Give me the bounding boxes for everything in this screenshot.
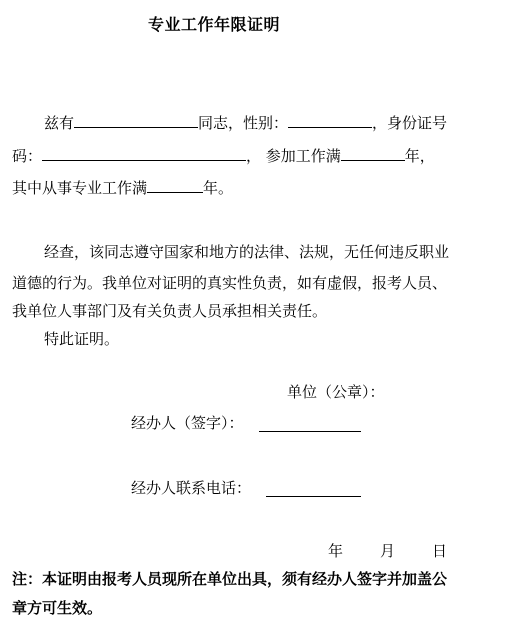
fill-line-1 bbox=[44, 112, 447, 133]
fill-line-2-after-id: ， 参加工作满 bbox=[246, 147, 341, 165]
body-line-2: 道德的行为。我单位对证明的真实性负责，如有虚假，报考人员、 bbox=[12, 274, 448, 292]
body-line-3: 我单位人事部门及有关负责人员承担相关责任。 bbox=[12, 302, 328, 320]
date-month-label: 月 bbox=[380, 542, 396, 560]
handler-signature-label: 经办人（签字）： bbox=[131, 414, 244, 432]
fill-line-3-prefix: 其中从事专业工作满 bbox=[12, 179, 148, 197]
handler-phone-label: 经办人联系电话： bbox=[131, 479, 252, 497]
fill-line-3-suffix: 年。 bbox=[203, 179, 234, 197]
fill-line-1-after-gender: ，身份证号 bbox=[372, 114, 448, 132]
note-line-2: 章方可生效。 bbox=[12, 599, 103, 617]
document-title: 专业工作年限证明 bbox=[148, 15, 281, 34]
gender-blank[interactable] bbox=[288, 112, 372, 128]
unit-seal-label: 单位（公章）： bbox=[287, 383, 385, 401]
date-year-label: 年 bbox=[328, 542, 344, 560]
handler-phone-blank[interactable] bbox=[266, 495, 361, 497]
name-blank[interactable] bbox=[74, 112, 198, 128]
closing-text: 特此证明。 bbox=[44, 330, 120, 348]
date-day-label: 日 bbox=[432, 542, 448, 560]
fill-line-2-prefix: 码： bbox=[12, 147, 43, 165]
fill-line-3 bbox=[12, 177, 233, 198]
id-number-blank[interactable] bbox=[42, 145, 246, 161]
handler-signature-blank[interactable] bbox=[259, 430, 361, 432]
fill-line-1-after-name: 同志，性别： bbox=[198, 114, 289, 132]
professional-years-blank[interactable] bbox=[147, 177, 203, 193]
fill-line-2-suffix: 年， bbox=[404, 147, 435, 165]
fill-line-2 bbox=[12, 145, 435, 166]
body-line-1: 经查，该同志遵守国家和地方的法律、法规，无任何违反职业 bbox=[44, 243, 450, 261]
fill-line-1-prefix: 兹有 bbox=[44, 114, 75, 132]
work-years-blank[interactable] bbox=[341, 145, 405, 161]
note-line-1: 注：本证明由报考人员现所在单位出具，须有经办人签字并加盖公 bbox=[12, 570, 448, 588]
